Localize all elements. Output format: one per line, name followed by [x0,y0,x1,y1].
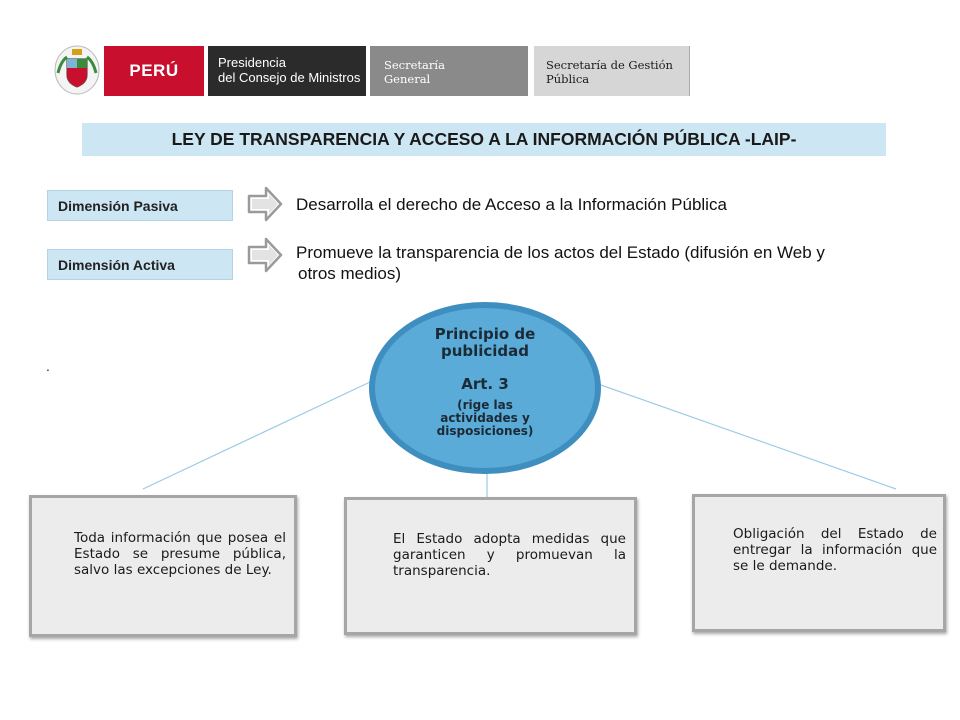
sgp-line2: Pública [546,72,590,86]
connector-line-right [598,384,896,489]
dimension-activa-label: Dimensión Activa [47,249,233,280]
card-transparency-measures [344,497,637,635]
dimension-pasiva-description: Desarrolla el derecho de Acceso a la Información Pública [296,195,727,214]
dimension-activa-description-line2: otros medios) [298,264,401,283]
principle-sub-line1: (rige las [457,398,513,412]
card-presumption [29,495,297,637]
peru-brand: PERÚ [104,46,204,96]
sg-line1: Secretaría [384,58,445,72]
card-presumption-text: Toda información que posea el Estado se presume pública, salvo las excepciones de Ley. [74,530,286,578]
pcm-line2: del Consejo de Ministros [218,70,361,85]
principle-title-line1: Principio de [434,325,536,343]
sgp-line1: Secretaría de Gestión [546,58,673,72]
card-transparency-measures-text: El Estado adopta medidas que garanticen y promuevan la transparencia. [393,531,626,579]
dimension-activa-description-line1: Promueve la transparencia de los actos del Estado (difusión en Web y [296,243,825,262]
sg-line2: General [384,72,431,86]
page-title: LEY DE TRANSPARENCIA Y ACCESO A LA INFORMACIÓN PÚBLICA -LAIP- [82,123,886,156]
principle-subtitle [395,399,575,438]
principle-title-line2: publicidad [440,342,530,360]
stray-dot: . [46,358,50,374]
principle-title [375,326,595,360]
card-obligation [692,494,946,632]
principle-article: Art. 3 [461,375,509,393]
connector-line-left [143,382,370,489]
principle-sub-line2: actividades y [440,411,530,425]
dimension-pasiva-label: Dimensión Pasiva [47,190,233,221]
card-obligation-text: Obligación del Estado de entregar la información que se le demande. [733,526,937,574]
principle-ellipse [369,302,601,474]
pcm-line1: Presidencia [218,55,286,70]
principle-sub-line3: disposiciones) [436,424,534,438]
